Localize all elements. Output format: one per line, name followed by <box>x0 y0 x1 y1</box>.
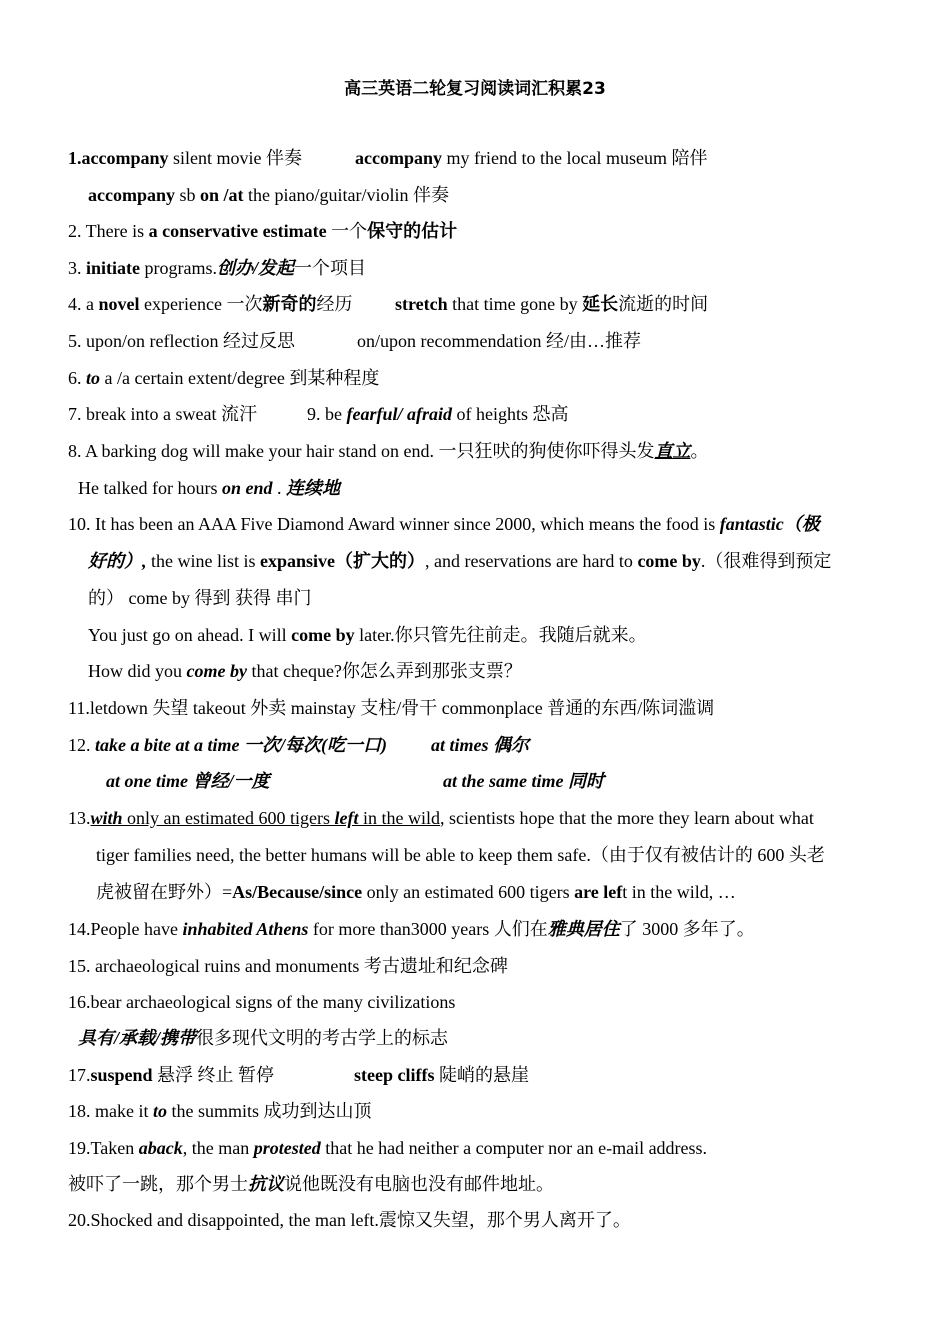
text: 5. upon/on reflection 经过反思 <box>68 331 295 351</box>
text: 3. <box>68 258 86 278</box>
text: 11.letdown 失望 takeout 外卖 mainstay 支柱/骨干 commonplace 普通的东西/陈词滥调 <box>68 698 715 718</box>
entry-10-line-2 <box>88 549 831 573</box>
text: on/upon recommendation 经/由…推荐 <box>357 331 641 351</box>
text: sb <box>175 185 201 205</box>
entry-19-line-2 <box>68 1172 554 1196</box>
keyword: As/Because/since <box>232 882 363 902</box>
text: , and reservations are hard to <box>425 551 638 571</box>
entry-4-part-2 <box>395 292 708 316</box>
text: 一个 <box>326 221 368 241</box>
keyword: on end <box>221 478 273 498</box>
entry-4 <box>68 292 352 316</box>
entry-17 <box>68 1063 274 1087</box>
entry-6 <box>68 366 379 390</box>
text: 10. It has been an AAA Five Diamond Award winner since 2000, which means the food is <box>68 514 720 534</box>
text: 4. a <box>68 294 99 314</box>
keyword: fearful/ afraid <box>346 404 452 424</box>
text: 7. break into a sweat 流汗 <box>68 404 257 424</box>
text: the summits 成功到达山顶 <box>167 1101 372 1121</box>
text: the wine list is <box>146 551 260 571</box>
keyword: 延长 <box>582 294 619 314</box>
keyword: at times 偶尔 <box>431 735 529 755</box>
text: 12. <box>68 735 95 755</box>
keyword: at one time 曾经/一度 <box>106 771 270 791</box>
text: 一个项目 <box>294 258 366 278</box>
keyword: on /at <box>200 185 244 205</box>
entry-2 <box>68 219 457 243</box>
entry-13-line-2 <box>96 843 825 867</box>
keyword: accompany <box>81 148 169 168</box>
text: , the man <box>182 1138 254 1158</box>
text: t in the wild, … <box>622 882 736 902</box>
text: 6. <box>68 368 86 388</box>
page-title: 高三英语二轮复习阅读词汇积累23 <box>344 79 606 99</box>
text: 19.Taken <box>68 1138 139 1158</box>
entry-8-line-2 <box>78 476 340 500</box>
text: 虎被留在野外）= <box>96 882 233 902</box>
keyword: novel <box>98 294 140 314</box>
text: 的） come by 得到 获得 串门 <box>88 588 312 608</box>
entry-number: 1. <box>68 148 82 168</box>
text: 很多现代文明的考古学上的标志 <box>196 1028 449 1048</box>
keyword: 新奇的 <box>262 294 317 314</box>
keyword: come by <box>186 661 247 681</box>
text: the piano/guitar/violin 伴奏 <box>243 185 450 205</box>
keyword: suspend <box>90 1065 153 1085</box>
text: 陡峭的悬崖 <box>434 1065 529 1085</box>
text: 了 3000 多年了。 <box>619 919 755 939</box>
entry-13 <box>68 806 814 830</box>
text: 悬浮 终止 暂停 <box>152 1065 275 1085</box>
text: 14.People have <box>68 919 183 939</box>
keyword: to <box>86 368 101 388</box>
text: for more than3000 years 人们在 <box>308 919 548 939</box>
entry-3 <box>68 256 366 280</box>
text: tiger families need, the better humans will be able to keep them safe.（由于仅有被估计的 600 头老 <box>96 845 825 865</box>
entry-16-line-2 <box>78 1026 448 1050</box>
entry-10-line-3 <box>88 586 311 610</box>
text: in the wild <box>358 808 440 828</box>
text: experience 一次 <box>139 294 263 314</box>
keyword: stretch <box>395 294 448 314</box>
keyword: are lef <box>574 882 623 902</box>
text: , scientists hope that the more they learn about what <box>440 808 814 828</box>
keyword: come by <box>637 551 701 571</box>
text: later.你只管先往前走。我随后就来。 <box>354 625 647 645</box>
text: that he had neither a computer nor an e-mail address. <box>320 1138 708 1158</box>
text: You just go on ahead. I will <box>88 625 292 645</box>
keyword: to <box>152 1101 167 1121</box>
entry-8 <box>68 439 708 463</box>
text: of heights 恐高 <box>452 404 569 424</box>
entry-5-part-2 <box>357 329 641 353</box>
keyword: come by <box>291 625 355 645</box>
keyword: take a bite at a time 一次/每次(吃一口) <box>95 735 387 755</box>
entry-1-part-2 <box>355 146 707 170</box>
keyword: 保守的估计 <box>367 221 458 241</box>
text: 经历 <box>316 294 353 314</box>
text: that cheque?你怎么弄到那张支票？ <box>246 661 522 681</box>
keyword: accompany <box>355 148 442 168</box>
entry-5 <box>68 329 295 353</box>
text: He talked for hours <box>78 478 222 498</box>
entry-12-part-2 <box>431 733 529 757</box>
keyword: initiate <box>86 258 140 278</box>
entry-15 <box>68 954 508 978</box>
keyword: 连续地 <box>285 478 340 498</box>
entry-10-example-1 <box>88 623 647 647</box>
text: 17. <box>68 1065 91 1085</box>
keyword: 抗议 <box>248 1174 284 1194</box>
text: silent movie 伴奏 <box>168 148 302 168</box>
keyword: fantastic（极 <box>719 514 820 534</box>
entry-12-line-2 <box>106 769 270 793</box>
entry-1-line-2 <box>88 183 449 207</box>
keyword: 好的）, <box>88 551 147 571</box>
entry-13-line-3 <box>96 880 736 904</box>
text: 9. be <box>307 404 347 424</box>
entry-7 <box>68 402 257 426</box>
entry-16 <box>68 990 455 1014</box>
entry-11 <box>68 696 714 720</box>
text: 16.bear archaeological signs of the many civilizations <box>68 992 456 1012</box>
text: programs. <box>140 258 217 278</box>
text: 说他既没有电脑也没有邮件地址。 <box>284 1174 554 1194</box>
entry-10-example-2 <box>88 659 522 683</box>
keyword: 直立 <box>654 441 691 461</box>
text: only an estimated 600 tigers <box>122 808 335 828</box>
text: a /a certain extent/degree 到某种程度 <box>100 368 380 388</box>
keyword: steep cliffs <box>354 1065 435 1085</box>
text: that time gone by <box>447 294 583 314</box>
text: 13. <box>68 808 91 828</box>
entry-12-line-2-part-2 <box>443 769 604 793</box>
keyword: inhabited Athens <box>182 919 309 939</box>
entry-14 <box>68 917 755 941</box>
keyword: with <box>90 808 123 828</box>
text: my friend to the local museum 陪伴 <box>442 148 708 168</box>
keyword: accompany <box>88 185 175 205</box>
text: 20.Shocked and disappointed, the man left.震惊又失望，那个男人离开了。 <box>68 1210 631 1230</box>
text: 15. archaeological ruins and monuments 考古遗址和纪念碑 <box>68 956 508 976</box>
text: .（很难得到预定 <box>700 551 832 571</box>
text: 。 <box>690 441 709 461</box>
keyword: aback <box>138 1138 183 1158</box>
entry-1 <box>68 146 302 170</box>
keyword: left <box>334 808 359 828</box>
entry-20 <box>68 1208 631 1232</box>
keyword: at the same time 同时 <box>443 771 604 791</box>
entry-12 <box>68 733 387 757</box>
text: 流逝的时间 <box>618 294 709 314</box>
text: 被吓了一跳，那个男士 <box>68 1174 248 1194</box>
keyword: 创办/发起 <box>216 258 294 278</box>
entry-18 <box>68 1099 372 1123</box>
entry-17-part-2 <box>354 1063 529 1087</box>
keyword: expansive（扩大的） <box>260 551 426 571</box>
text: . <box>272 478 286 498</box>
text: How did you <box>88 661 187 681</box>
entry-19 <box>68 1136 707 1160</box>
entry-10 <box>68 512 820 536</box>
text: 18. make it <box>68 1101 153 1121</box>
keyword: protested <box>253 1138 321 1158</box>
keyword: 具有/承载/携带 <box>78 1028 197 1048</box>
text: 8. A barking dog will make your hair stand on end. 一只狂吠的狗使你吓得头发 <box>68 441 655 461</box>
text: only an estimated 600 tigers <box>362 882 575 902</box>
keyword: a conservative estimate <box>148 221 327 241</box>
text: 2. There is <box>68 221 149 241</box>
entry-9 <box>307 402 569 426</box>
keyword: 雅典居住 <box>547 919 620 939</box>
